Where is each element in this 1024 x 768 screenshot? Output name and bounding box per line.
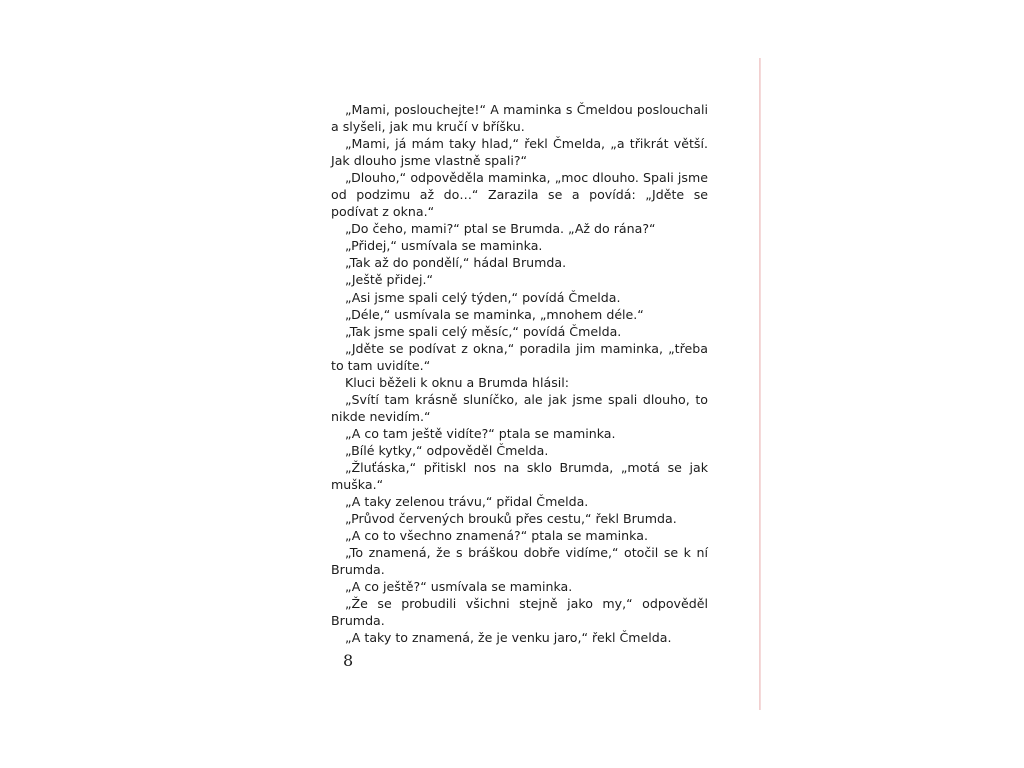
page-number: 8: [343, 651, 354, 670]
paragraph: „A co to všechno znamená?“ ptala se maminka.: [345, 528, 648, 544]
paragraph: „To znamená, že s bráškou dobře vidíme,“ otočil se k ní Brumda.: [331, 545, 708, 578]
paragraph: „A taky to znamená, že je venku jaro,“ řekl Čmelda.: [345, 630, 672, 646]
paragraph: Kluci běželi k oknu a Brumda hlásil:: [345, 374, 570, 390]
story-text: [331, 101, 708, 647]
paragraph: „Tak až do pondělí,“ hádal Brumda.: [345, 255, 567, 271]
page-edge-line: [759, 58, 761, 710]
paragraph: „Déle,“ usmívala se maminka, „mnohem déle.“: [345, 306, 644, 322]
paragraph: „Ještě přidej.“: [345, 272, 433, 288]
paragraph: „Jděte se podívat z okna,“ poradila jim maminka, „třeba to tam uvidíte.“: [331, 340, 708, 373]
paragraph: „Do čeho, mami?“ ptal se Brumda. „Až do rána?“: [345, 221, 656, 237]
paragraph: „A taky zelenou trávu,“ přidal Čmelda.: [345, 494, 589, 510]
paragraph: „Svítí tam krásně sluníčko, ale jak jsme spali dlouho, to nikde nevidím.“: [331, 391, 708, 424]
paragraph: „Průvod červených brouků přes cestu,“ řekl Brumda.: [345, 511, 677, 527]
paragraph: „Mami, poslouchejte!“ A maminka s Čmeldou poslouchali a slyšeli, jak mu kručí v bříšku.: [331, 102, 708, 135]
paragraph: „A co tam ještě vidíte?“ ptala se maminka.: [345, 425, 616, 441]
paragraph: „Přidej,“ usmívala se maminka.: [345, 238, 543, 254]
paragraph: „Tak jsme spali celý měsíc,“ povídá Čmelda.: [345, 323, 622, 339]
paragraph: „Dlouho,“ odpověděla maminka, „moc dlouho. Spali jsme od podzimu až do…“ Zarazila se a povídá: „Jděte se podívat z okna.“: [331, 170, 708, 220]
paragraph: „Mami, já mám taky hlad,“ řekl Čmelda, „a třikrát větší. Jak dlouho jsme vlastně spali?“: [331, 136, 708, 169]
paragraph: „Bílé kytky,“ odpověděl Čmelda.: [345, 442, 549, 458]
paragraph: „Žluťáska,“ přitiskl nos na sklo Brumda, „motá se jak muška.“: [331, 459, 708, 493]
paragraph: „Že se probudili všichni stejně jako my,“ odpověděl Brumda.: [331, 596, 708, 629]
paragraph: „A co ještě?“ usmívala se maminka.: [345, 579, 573, 595]
paragraph: „Asi jsme spali celý týden,“ povídá Čmelda.: [345, 289, 621, 305]
